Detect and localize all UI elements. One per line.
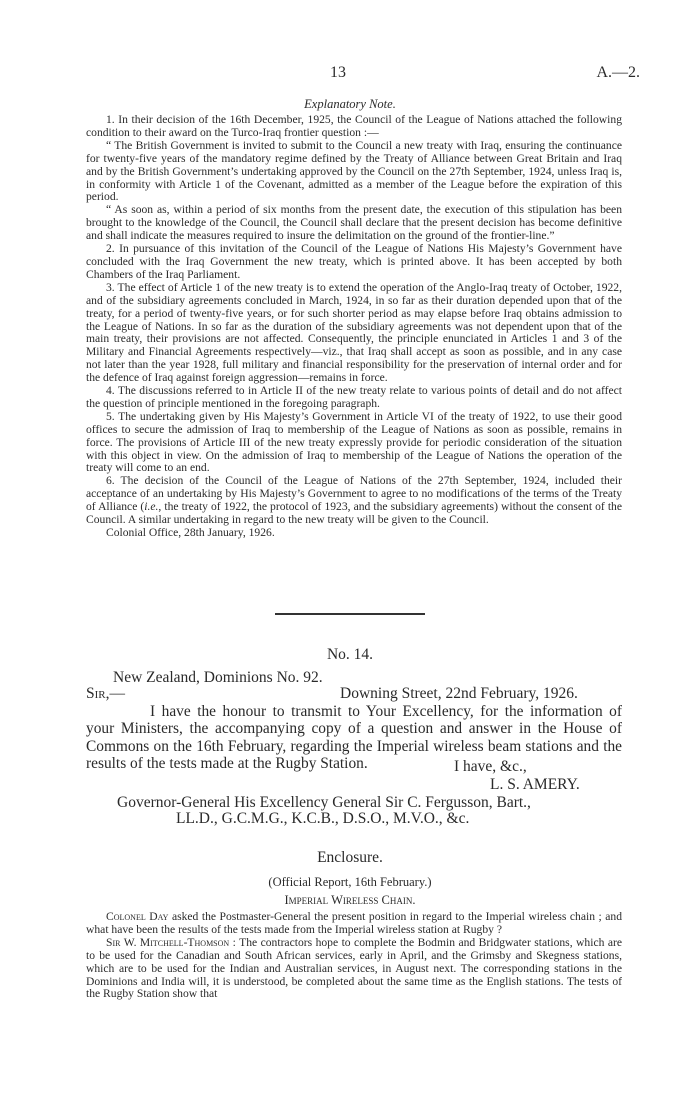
enclosure-subject: Imperial Wireless Chain. [284, 893, 416, 907]
quotation-1: “ The British Government is invited to submit to the Council a new treaty with Iraq, ensuring the continuance for twenty-five years of the mandatory regime defined by the Treaty of Alliance between Great Britain and Iraq and by the British Government’s undertaking approved by the Council on the 27th September, 1924, unless Iraq is, in conformity with Article 1 of the Covenant, admitted as a member of the League before the expiration of this period. [86, 138, 622, 204]
paragraph-4: 4. The discussions referred to in Article II of the new treaty relate to various points of detail and do not affect the question of principle mentioned in the foregoing paragraph. [86, 384, 622, 410]
question: Colonel Day asked the Postmaster-General the present position in regard to the Imperial wireless chain ; and what have been the results of the tests made from the Imperial wireless station at Rugby ? [86, 910, 622, 936]
enclosure-heading: Enclosure. [317, 849, 383, 866]
answer: Sir W. Mitchell-Thomson : The contractors hope to complete the Bodmin and Bridgwater stations, which are to be used for the Canadian and South African services, early in April, and the Grimsby and Skegness stations, which are to be used for the Indian and Australian services, in August next. The corresponding stations in the Dominions and India will, it is understood, be completed about the same time as the English stations. The tests of the Rugby Station show that [86, 935, 622, 1001]
address-date: Downing Street, 22nd February, 1926. [340, 685, 578, 702]
explanatory-note-heading: Explanatory Note. [304, 97, 396, 111]
paragraph-2: 2. In pursuance of this invitation of the Council of the League of Nations His Majesty’s Government have concluded with the Iraq Government the new treaty, which is printed above. It has been accepted by both Chambers of the Iraq Parliament. [86, 242, 622, 281]
section-divider [275, 613, 425, 615]
salutation: Sir,— [86, 685, 125, 702]
quotation-2: “ As soon as, within a period of six months from the present date, the execution of this stipulation has been brought to the knowledge of the Council, the Council shall declare that the present decision has become definitive and shall indicate the measures required to insure the delimitation on the ground of the frontier-line.” [86, 203, 622, 243]
letter-series: New Zealand, Dominions No. 92. [113, 669, 323, 686]
closing: I have, &c., [454, 758, 527, 775]
page-number: 13 [330, 64, 346, 81]
addressee-line-2: LL.D., G.C.M.G., K.C.B., D.S.O., M.V.O., &c. [176, 810, 470, 827]
paragraph-6: 6. The decision of the Council of the League of Nations of the 27th September, 1924, included their acceptance of an undertaking by His Majesty’s Government to agree to no modifications of the terms of the Treaty of Alliance (i.e., the treaty of 1922, the protocol of 1923, and the subsidiary agreements) without the consent of the Council. A similar undertaking in regard to the new treaty will be given to the Council. [86, 474, 622, 527]
page-reference: A.—2. [596, 64, 640, 81]
paragraph-3: 3. The effect of Article 1 of the new treaty is to extend the operation of the Anglo-Iraq treaty of October, 1922, and of the subsidiary agreements concluded in March, 1924, in so far as their duration depended upon that of the treaty, for a period of twenty-five years, or for such shorter period as may elapse before Iraq obtains admission to the League of Nations. In so far as the duration of the subsidiary agreements was not dependent upon that of the main treaty, their provisions are not affected. Consequently, the principle enunciated in Articles 1 and 3 of the Military and Financial Agreements respectively—viz., that Iraq shall accept as soon as possible, and in any case not later than the year 1928, full military and financial responsibility for the preservation of internal order and for the defence of Iraq against foreign aggression—remains in force. [86, 280, 622, 385]
paragraph-1: 1. In their decision of the 16th December, 1925, the Council of the League of Nations attached the following condition to their award on the Turco-Iraq frontier question :— [86, 113, 622, 139]
explanatory-note-body [86, 114, 622, 540]
paragraph-5: 5. The undertaking given by His Majesty’s Government in Article VI of the treaty of 1922, to use their good offices to secure the admission of Iraq to membership of the League of Nations as soon as possible, remains in force. The provisions of Article III of the new treaty expressly provide for periodic consideration of the situation with this object in view. On the admission of Iraq to membership of the League of Nations the operation of the treaty will come to an end. [86, 409, 622, 475]
letter-number: No. 14. [326, 646, 374, 663]
dateline: Colonial Office, 28th January, 1926. [106, 526, 275, 539]
letter-body: I have the honour to transmit to Your Excellency, for the information of your Ministers, the accompanying copy of a question and answer in the House of Commons on the 16th February, regarding the Imperial wireless beam stations and the results of the tests made at the Rugby Station. [86, 703, 622, 773]
signature: L. S. AMERY. [490, 776, 580, 793]
enclosure-body [86, 911, 622, 1001]
addressee-line-1: Governor-General His Excellency General Sir C. Fergusson, Bart., [117, 794, 531, 811]
enclosure-source: (Official Report, 16th February.) [268, 875, 432, 889]
